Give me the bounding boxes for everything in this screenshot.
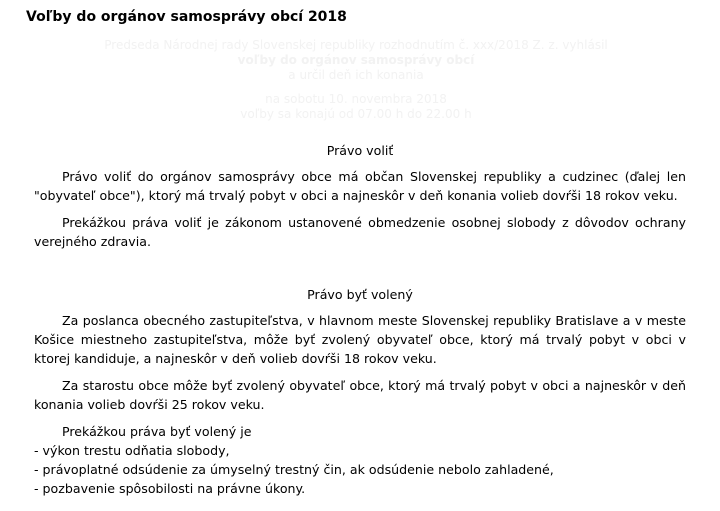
- announcement-line-5: voľby sa konajú od 07.00 h do 22.00 h: [240, 107, 472, 121]
- section-right-to-vote: [34, 141, 686, 251]
- section-right-to-be-elected: [34, 285, 686, 498]
- page-title: Voľby do orgánov samosprávy obcí 2018: [26, 9, 347, 25]
- paragraph-right-to-vote-2: Prekážkou práva voliť je zákonom ustanovené obmedzenie osobnej slobody z dôvodov ochrany verejného zdravia.: [34, 215, 686, 249]
- paragraph-right-to-be-elected-1: Za poslanca obecného zastupiteľstva, v hlavnom meste Slovenskej republiky Bratislave a v meste Košice miestneho zastupiteľstva, môže byť zvolený obyvateľ obce, ktorý má trvalý pobyt v obci v ktorej kandiduje, a najneskôr v deň volieb dovŕši 18 rokov veku.: [34, 313, 686, 366]
- paragraph-right-to-vote-1: Právo voliť do orgánov samosprávy obce má občan Slovenskej republiky a cudzinec (ďalej len "obyvateľ obce"), ktorý má trvalý pobyt v obci a najneskôr v deň konania volieb dovŕši 18 rokov veku.: [34, 169, 686, 203]
- announcement-line-3: a určil deň ich konania: [288, 68, 424, 82]
- list-item: - právoplatné odsúdenie za úmyselný trestný čin, ak odsúdenie nebolo zahladené,: [34, 462, 554, 477]
- document-body: [34, 141, 686, 498]
- announcement-line-4: na sobotu 10. novembra 2018: [265, 92, 447, 106]
- section-heading-right-to-vote: Právo voliť: [326, 143, 394, 158]
- faded-announcement: [36, 38, 676, 122]
- announcement-line-2: voľby do orgánov samosprávy obcí: [237, 53, 475, 67]
- list-item: - výkon trestu odňatia slobody,: [34, 443, 230, 458]
- section-heading-right-to-be-elected: Právo byť volený: [307, 287, 413, 302]
- paragraph-right-to-be-elected-2: Za starostu obce môže byť zvolený obyvateľ obce, ktorý má trvalý pobyt v obci a najneskôr v deň konania volieb dovŕši 25 rokov veku.: [34, 378, 686, 412]
- obstacles-list: [34, 441, 686, 498]
- announcement-line-1: Predseda Národnej rady Slovenskej republiky rozhodnutím č. xxx/2018 Z. z. vyhlásil: [104, 38, 608, 52]
- list-item: - pozbavenie spôsobilosti na právne úkony.: [34, 481, 306, 496]
- obstacles-intro: Prekážkou práva byť volený je: [62, 424, 252, 439]
